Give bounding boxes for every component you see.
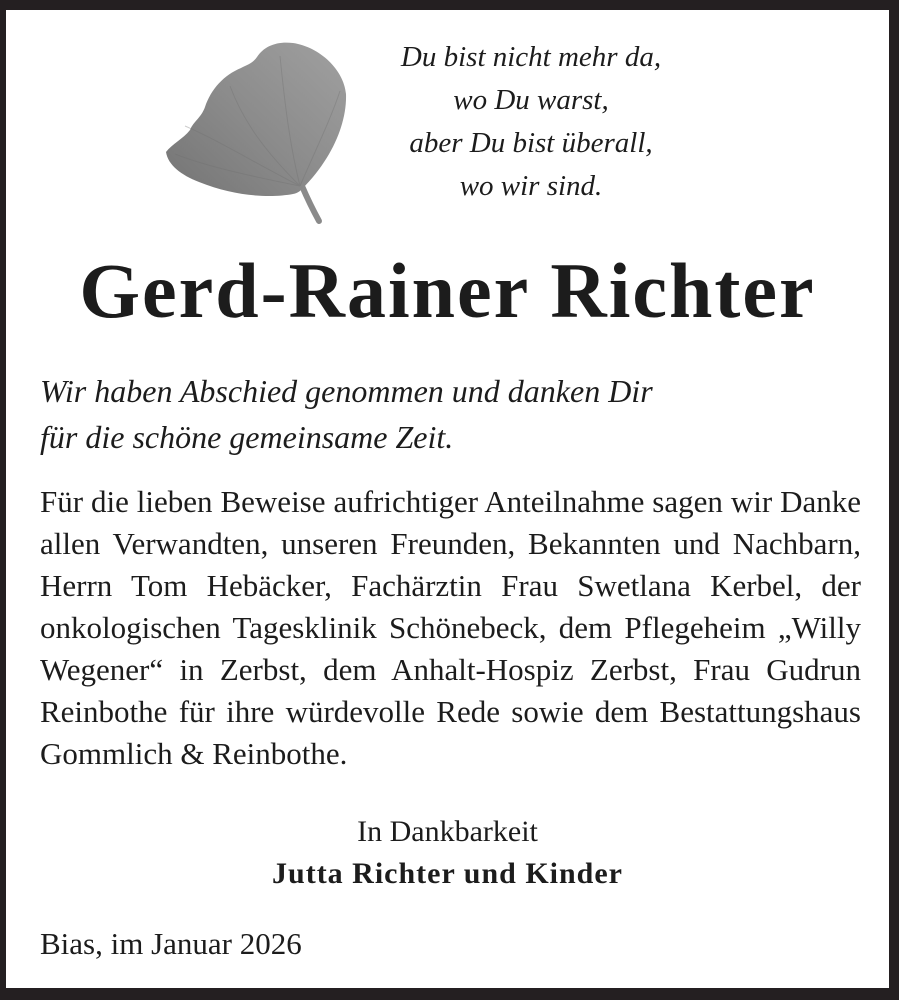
gratitude-label: In Dankbarkeit (357, 815, 538, 848)
quote-line: wo Du warst, (453, 84, 609, 116)
place-date: Bias, im Januar 2026 (40, 926, 302, 961)
family-signature: Jutta Richter und Kinder (272, 857, 623, 890)
farewell-text (40, 368, 653, 460)
ginkgo-leaf-icon (150, 26, 356, 226)
farewell-line: Wir haben Abschied genommen und danken Dir (40, 373, 653, 409)
closing-block (6, 811, 889, 895)
quote-line: aber Du bist überall, (409, 127, 653, 159)
memorial-quote (358, 36, 704, 208)
farewell-line: für die schöne gemeinsame Zeit. (40, 419, 454, 455)
acknowledgement-paragraph: Für die lieben Beweise aufrichtiger Anteilnahme sagen wir Danke allen Verwandten, unseren Freunden, Bekannten und Nachbarn, Herrn Tom Hebäcker, Fachärztin Frau Swetlana Kerbel, der onkologischen Tagesklinik Schönebeck, dem Pflegeheim „Willy Wegener“ in Zerbst, dem Anhalt-Hospiz Zerbst, Frau Gudrun Reinbothe für ihre würdevolle Rede sowie dem Bestattungshaus Gommlich & Reinbothe. (40, 484, 861, 771)
deceased-name: Gerd-Rainer Richter (79, 247, 816, 334)
quote-line: wo wir sind. (459, 170, 603, 202)
quote-line: Du bist nicht mehr da, (400, 41, 662, 73)
